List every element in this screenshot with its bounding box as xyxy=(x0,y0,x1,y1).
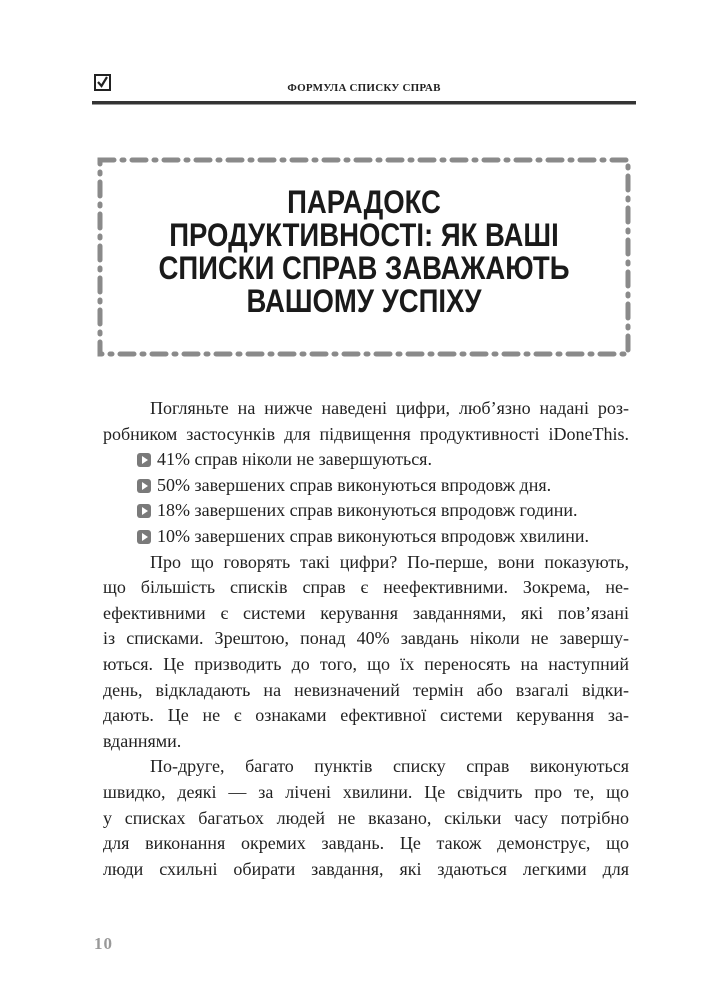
text-line: дають. Це не є ознаками ефективної системи керування за- xyxy=(103,705,629,726)
header-rule xyxy=(92,101,636,105)
bullet-text: 18% завершених справ виконуються впродовж години. xyxy=(157,500,578,521)
bullet-text: 50% завершених справ виконуються впродовж дня. xyxy=(157,474,552,495)
text-line: вданнями. xyxy=(103,730,182,751)
text-line: швидко, деякі — за лічені хвилини. Це свідчить про те, що xyxy=(103,781,629,802)
text-line: люди схильні обирати завдання, які здаються легкими для xyxy=(103,858,629,879)
text-line: у списках багатьох людей не вказано, скільки часу потрібно xyxy=(103,807,629,828)
bullet-arrow-icon xyxy=(137,453,151,467)
chapter-title-box xyxy=(96,156,632,358)
chapter-title-line: ПАРАДОКС xyxy=(287,184,441,220)
text-line: день, відкладають на невизначений термін або взагалі відки- xyxy=(103,679,629,700)
text-line: Погляньте на нижче наведені цифри, люб’язно надані роз- xyxy=(150,398,629,418)
running-header-title: ФОРМУЛА СПИСКУ СПРАВ xyxy=(287,82,441,94)
bullet-arrow-icon xyxy=(137,504,151,518)
bullet-item xyxy=(103,498,629,524)
page-number: 10 xyxy=(94,934,113,953)
chapter-title-line: СПИСКИ СПРАВ ЗАВАЖАЮТЬ xyxy=(158,250,570,286)
text-line: По-друге, багато пунктів списку справ виконуються xyxy=(150,756,629,777)
bullet-text: 41% справ ніколи не завершуються. xyxy=(157,449,432,470)
bullet-item xyxy=(103,524,629,550)
text-line: що більшість списків справ є неефективними. Зокрема, не- xyxy=(103,577,629,598)
chapter-title xyxy=(96,186,632,318)
text-line: ються. Це призводить до того, що їх переносять на наступний xyxy=(103,653,629,674)
bullet-text: 10% завершених справ виконуються впродовж хвилини. xyxy=(157,525,590,546)
bullet-item xyxy=(103,447,629,473)
bullet-item xyxy=(103,473,629,499)
bullet-arrow-icon xyxy=(137,530,151,544)
text-line: Про що говорять такі цифри? По-перше, вони показують, xyxy=(150,551,629,572)
text-line: ефективними є системи керування завданнями, які пов’язані xyxy=(103,602,629,623)
text-line: робником застосунків для підвищення продуктивності iDoneThis. xyxy=(103,423,629,444)
body-text xyxy=(103,396,629,882)
text-line: для виконання окремих завдань. Це також демонструє, що xyxy=(103,833,629,854)
bullet-arrow-icon xyxy=(137,479,151,493)
chapter-title-line: ПРОДУКТИВНОСТІ: ЯК ВАШІ xyxy=(169,217,559,253)
chapter-title-line: ВАШОМУ УСПІХУ xyxy=(246,283,482,319)
text-line: із списками. Зрештою, понад 40% завдань ніколи не завершу- xyxy=(103,628,629,649)
